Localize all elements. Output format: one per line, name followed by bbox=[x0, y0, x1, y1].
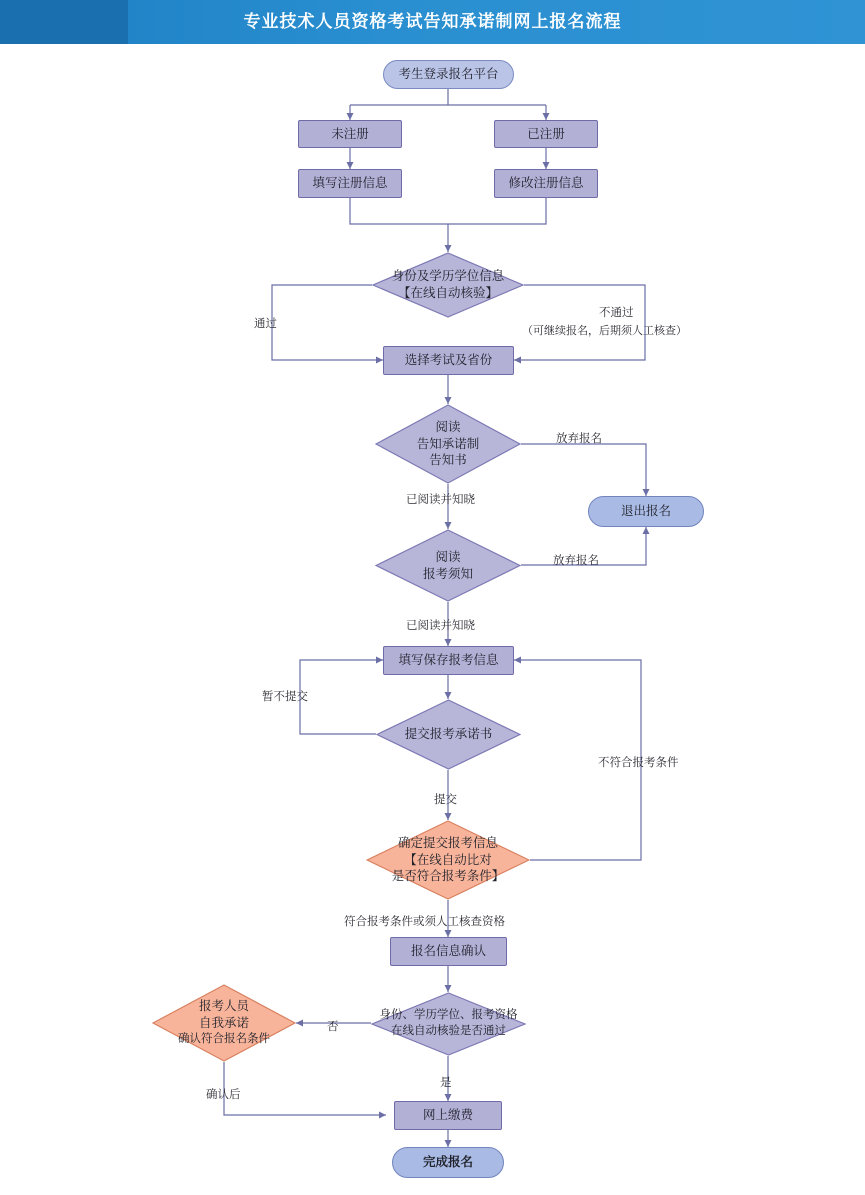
page-title: 专业技术人员资格考试告知承诺制网上报名流程 bbox=[243, 12, 622, 31]
node-confirm-info-label: 报名信息确认 bbox=[410, 944, 486, 959]
node-not-registered-label: 未注册 bbox=[331, 126, 369, 141]
read-notice-line1: 阅读 bbox=[435, 419, 461, 434]
read-notice-line2: 告知承诺制 bbox=[416, 436, 480, 451]
edge-label-after-confirm: 确认后 bbox=[206, 1089, 241, 1101]
edge-label-not-submit: 暂不提交 bbox=[262, 691, 308, 703]
verify-identity-line1: 身份及学历学位信息 bbox=[391, 269, 505, 284]
edge-label-submit: 提交 bbox=[434, 794, 457, 806]
node-fill-save[interactable] bbox=[383, 646, 514, 675]
edge-label-not-qualified: 不符合报考条件 bbox=[598, 757, 679, 769]
diamond-shape bbox=[152, 984, 296, 1062]
diamond-shape bbox=[376, 699, 521, 770]
node-pay[interactable] bbox=[394, 1101, 502, 1130]
read-notice-line3: 告知书 bbox=[429, 453, 467, 468]
confirm-submit-line1: 确定提交报考信息 bbox=[397, 835, 498, 850]
node-modify-register[interactable] bbox=[494, 169, 598, 198]
diamond-shape bbox=[372, 252, 524, 318]
node-submit-promise-label: 提交报考承诺书 bbox=[404, 727, 493, 742]
confirm-submit-line2: 【在线自动比对 bbox=[404, 852, 492, 867]
edge-label-pass: 通过 bbox=[254, 318, 277, 330]
node-quit-label: 退出报名 bbox=[620, 504, 671, 519]
diamond-shape bbox=[375, 404, 521, 484]
node-verify-identity[interactable] bbox=[372, 252, 524, 318]
verify-identity-line2: 【在线自动核验】 bbox=[397, 286, 498, 300]
node-self-promise[interactable] bbox=[152, 984, 296, 1062]
edge-label-no: 否 bbox=[327, 1021, 339, 1033]
node-done[interactable] bbox=[392, 1147, 504, 1178]
self-promise-line1: 报考人员 bbox=[198, 999, 249, 1014]
edge-label-fail: 不通过 bbox=[599, 307, 634, 319]
node-confirm-submit[interactable] bbox=[366, 820, 530, 900]
diamond-shape bbox=[366, 820, 530, 900]
node-not-registered[interactable] bbox=[298, 120, 402, 148]
node-registered-label: 已注册 bbox=[527, 126, 565, 141]
node-fill-register-label: 填写注册信息 bbox=[312, 176, 388, 191]
node-pay-label: 网上缴费 bbox=[422, 1108, 473, 1123]
node-modify-register-label: 修改注册信息 bbox=[508, 176, 584, 191]
self-promise-line2: 自我承诺 bbox=[198, 1016, 249, 1031]
node-login-label: 考生登录报名平台 bbox=[398, 67, 499, 82]
node-submit-promise[interactable] bbox=[376, 699, 521, 770]
diamond-shape bbox=[371, 992, 526, 1056]
auto-check-line2: 在线自动核验是否通过 bbox=[391, 1025, 506, 1037]
edge-label-read-known-2: 已阅读并知晓 bbox=[406, 620, 475, 632]
auto-check-line1: 身份、学历学位、报考资格 bbox=[379, 1009, 518, 1022]
diamond-shape bbox=[375, 529, 521, 602]
node-read-rules[interactable] bbox=[375, 529, 521, 602]
node-login[interactable] bbox=[383, 60, 514, 89]
edge-label-give-up-2: 放弃报名 bbox=[553, 555, 599, 567]
read-rules-line2: 报考须知 bbox=[422, 566, 473, 581]
edge-label-qualified: 符合报考条件或须人工核查资格 bbox=[344, 916, 505, 928]
node-registered[interactable] bbox=[494, 120, 598, 148]
edge-label-read-known-1: 已阅读并知晓 bbox=[406, 494, 475, 506]
edge-label-fail-sub: （可继续报名，后期须人工核查） bbox=[522, 325, 687, 337]
node-select-exam-label: 选择考试及省份 bbox=[404, 353, 493, 368]
self-promise-line3: 确认符合报名条件 bbox=[178, 1033, 270, 1046]
node-auto-check[interactable] bbox=[371, 992, 526, 1056]
node-quit[interactable] bbox=[588, 496, 704, 527]
confirm-submit-line3: 是否符合报考条件】 bbox=[391, 869, 505, 884]
edge-label-give-up-1: 放弃报名 bbox=[556, 433, 602, 445]
edge-label-yes: 是 bbox=[440, 1077, 452, 1089]
node-fill-save-label: 填写保存报考信息 bbox=[398, 653, 499, 668]
node-confirm-info[interactable] bbox=[390, 937, 507, 966]
node-select-exam[interactable] bbox=[383, 346, 514, 375]
node-done-label: 完成报名 bbox=[422, 1155, 473, 1170]
node-read-notice[interactable] bbox=[375, 404, 521, 484]
read-rules-line1: 阅读 bbox=[435, 549, 461, 564]
node-fill-register[interactable] bbox=[298, 169, 402, 198]
